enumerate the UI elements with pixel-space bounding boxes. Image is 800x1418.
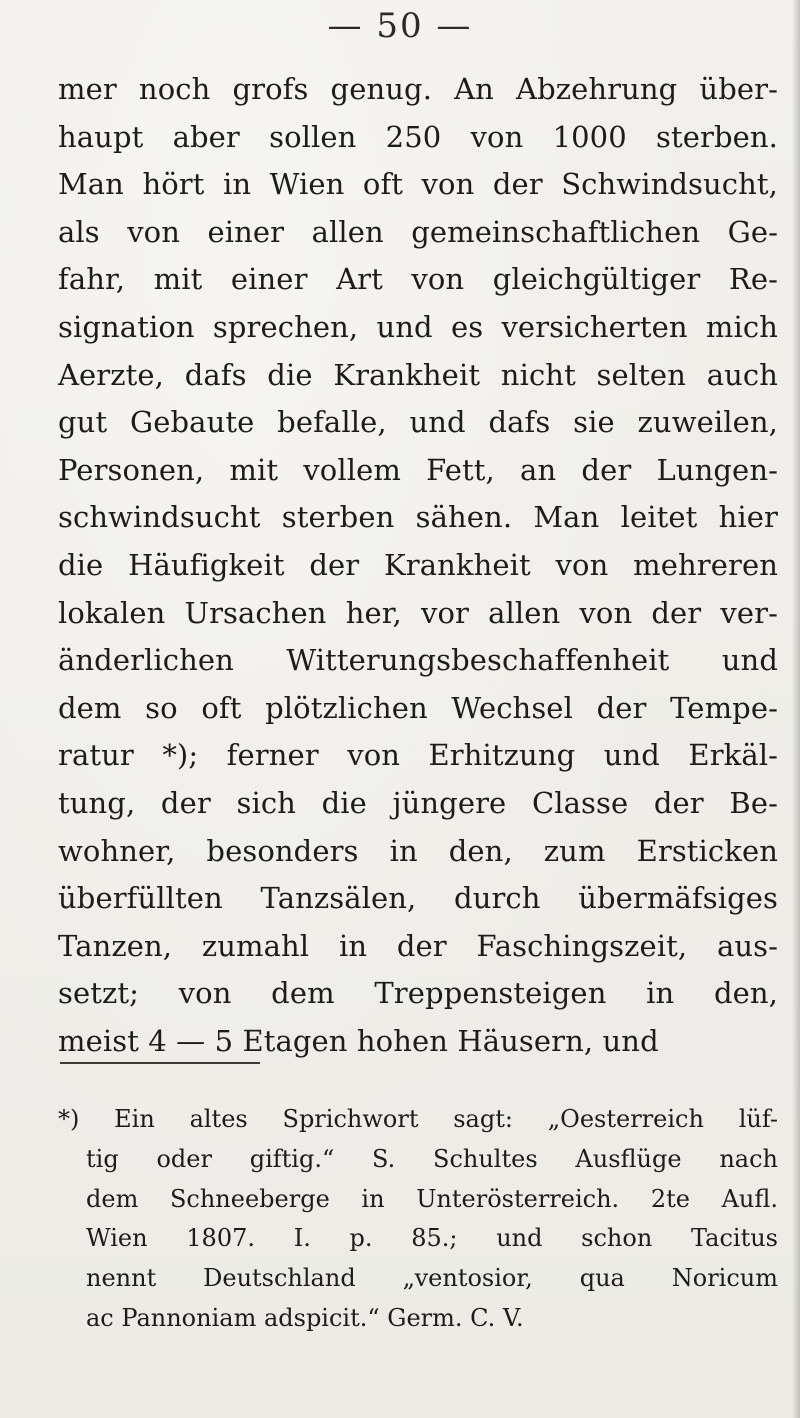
body-line: meist 4 — 5 Etagen hohen Häusern, und bbox=[58, 1023, 659, 1058]
page-edge-shadow bbox=[792, 0, 800, 1418]
body-line: Aerzte, dafs die Krankheit nicht selten auch bbox=[58, 357, 778, 392]
body-line: als von einer allen gemeinschaftlichen Ge- bbox=[58, 214, 778, 249]
body-line: überfüllten Tanzsälen, durch übermäfsiges bbox=[58, 881, 778, 916]
body-line: ratur *); ferner von Erhitzung und Erkäl- bbox=[58, 738, 778, 773]
page-number: — 50 — bbox=[327, 6, 473, 46]
body-line: lokalen Ursachen her, vor allen von der ver- bbox=[58, 595, 778, 630]
body-line: dem so oft plötzlichen Wechsel der Tempe- bbox=[58, 690, 778, 725]
footnote-line: *) Ein altes Sprichwort sagt: „Oesterreich lüf- bbox=[58, 1105, 778, 1133]
body-text bbox=[58, 66, 778, 1065]
body-line: Personen, mit vollem Fett, an der Lungen- bbox=[58, 452, 778, 487]
body-line: die Häufigkeit der Krankheit von mehreren bbox=[58, 547, 778, 582]
body-line: Man hört in Wien oft von der Schwindsucht, bbox=[58, 167, 778, 202]
body-line: fahr, mit einer Art von gleichgültiger Re- bbox=[58, 262, 778, 297]
footnote-line: dem Schneeberge in Unterösterreich. 2te Aufl. bbox=[86, 1184, 778, 1213]
footnote-line: ac Pannoniam adspicit.“ Germ. C. V. bbox=[86, 1303, 524, 1332]
footnote-separator-rule bbox=[60, 1062, 260, 1064]
body-line: schwindsucht sterben sähen. Man leitet hier bbox=[58, 500, 778, 535]
footnote bbox=[58, 1100, 778, 1339]
body-line: tung, der sich die jüngere Classe der Be- bbox=[58, 785, 778, 820]
body-line: mer noch grofs genug. An Abzehrung über- bbox=[58, 72, 778, 106]
body-line: signation sprechen, und es versicherten mich bbox=[58, 309, 778, 344]
footnote-line: Wien 1807. I. p. 85.; und schon Tacitus bbox=[86, 1224, 778, 1253]
footnote-line: tig oder giftig.“ S. Schultes Ausflüge nach bbox=[86, 1144, 778, 1173]
body-line: haupt aber sollen 250 von 1000 sterben. bbox=[58, 119, 778, 154]
body-line: Tanzen, zumahl in der Faschingszeit, aus- bbox=[58, 928, 778, 963]
body-line: wohner, besonders in den, zum Ersticken bbox=[58, 833, 778, 868]
body-line: änderlichen Witterungsbeschaffenheit und bbox=[58, 643, 778, 678]
body-line: setzt; von dem Treppensteigen in den, bbox=[58, 976, 778, 1011]
body-line: gut Gebaute befalle, und dafs sie zuweilen, bbox=[58, 405, 778, 440]
footnote-line: nennt Deutschland „ventosior, qua Noricum bbox=[86, 1264, 778, 1293]
